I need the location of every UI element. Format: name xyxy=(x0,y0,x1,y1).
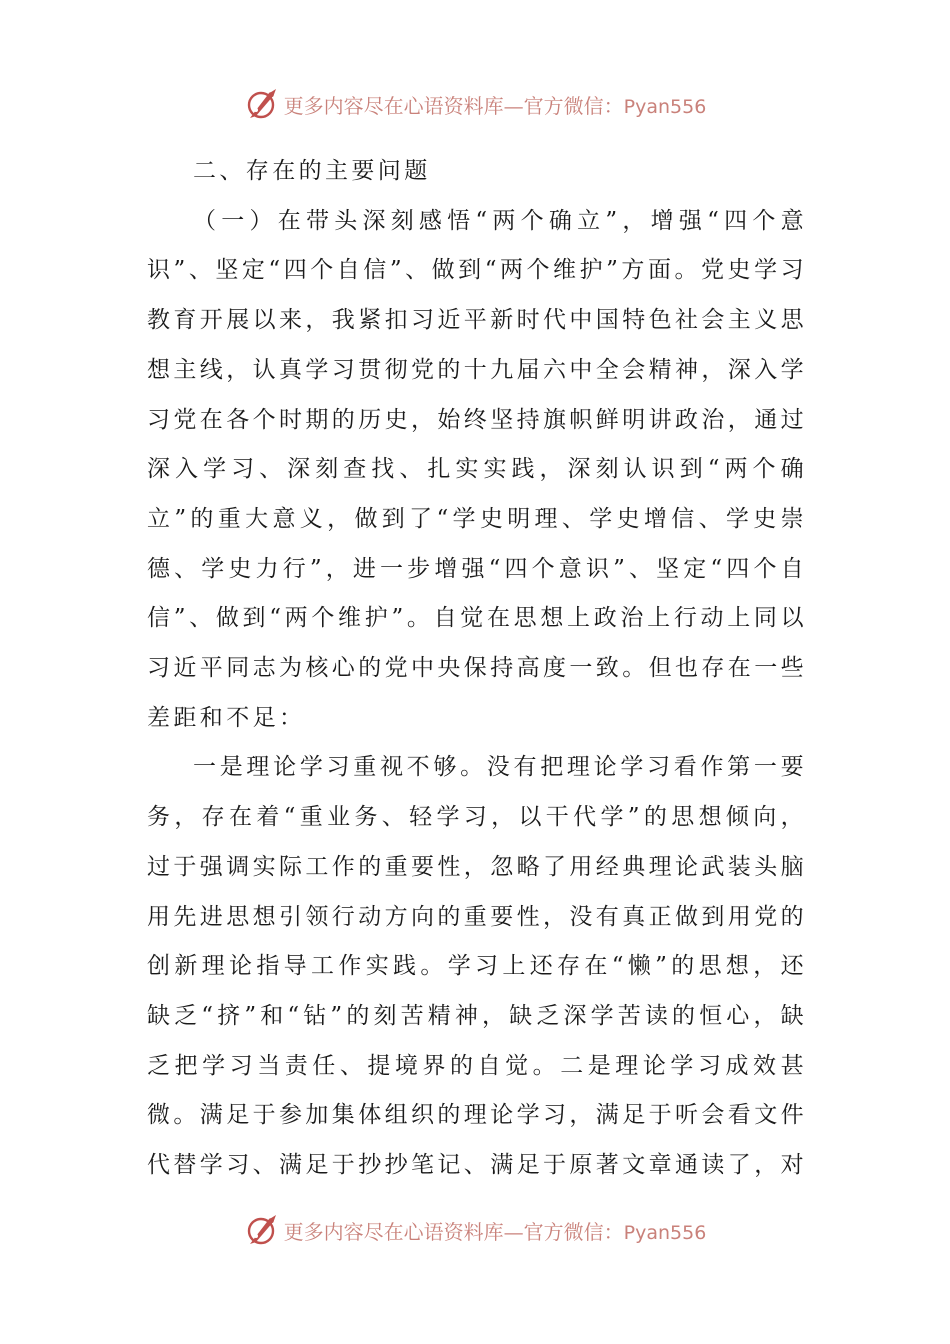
footer-watermark xyxy=(0,1210,950,1250)
watermark-text: 更多内容尽在心语资料库—官方微信：Pyan556 xyxy=(283,93,707,118)
quill-logo-icon xyxy=(244,86,280,122)
paragraph: （一）在带头深刻感悟“两个确立”，增强“四个意识”、坚定“四个自信”、做到“两个维护”方面。党史学习教育开展以来，我紧扣习近平新时代中国特色社会主义思想主线，认真学习贯彻党的十九届六中全会精神，深入学习党在各个时期的历史，始终坚持旗帜鲜明讲政治，通过深入学习、深刻查找、扎实实践，深刻认识到“两个确立”的重大意义，做到了“学史明理、学史增信、学史崇德、学史力行”，进一步增强“四个意识”、坚定“四个自信”、做到“两个维护”。自觉在思想上政治上行动上同以习近平同志为核心的党中央保持高度一致。但也存在一些差距和不足： xyxy=(147,207,807,731)
watermark-wechat-id: Pyan556 xyxy=(623,95,707,118)
paragraph: 一是理论学习重视不够。没有把理论学习看作第一要务，存在着“重业务、轻学习，以干代学”的思想倾向，过于强调实际工作的重要性，忽略了用经典理论武装头脑用先进思想引领行动方向的重要性，没有真正做到用党的创新理论指导工作实践。学习上还存在“懒”的思想，还缺乏“挤”和“钻”的刻苦精神，缺乏深学苦读的恒心，缺乏把学习当责任、提境界的自觉。二是理论学习成效甚微。满足于参加集体组织的理论学习，满足于听会看文件代替学习、满足于抄抄笔记、满足于原著文章通读了，对 xyxy=(147,754,807,1179)
watermark-wechat-id: Pyan556 xyxy=(623,1221,707,1244)
document-body xyxy=(147,147,807,1191)
quill-logo-icon xyxy=(244,1212,280,1248)
section-heading: 二、存在的主要问题 xyxy=(193,158,431,184)
header-watermark xyxy=(0,84,950,124)
watermark-text: 更多内容尽在心语资料库—官方微信：Pyan556 xyxy=(283,1219,707,1244)
